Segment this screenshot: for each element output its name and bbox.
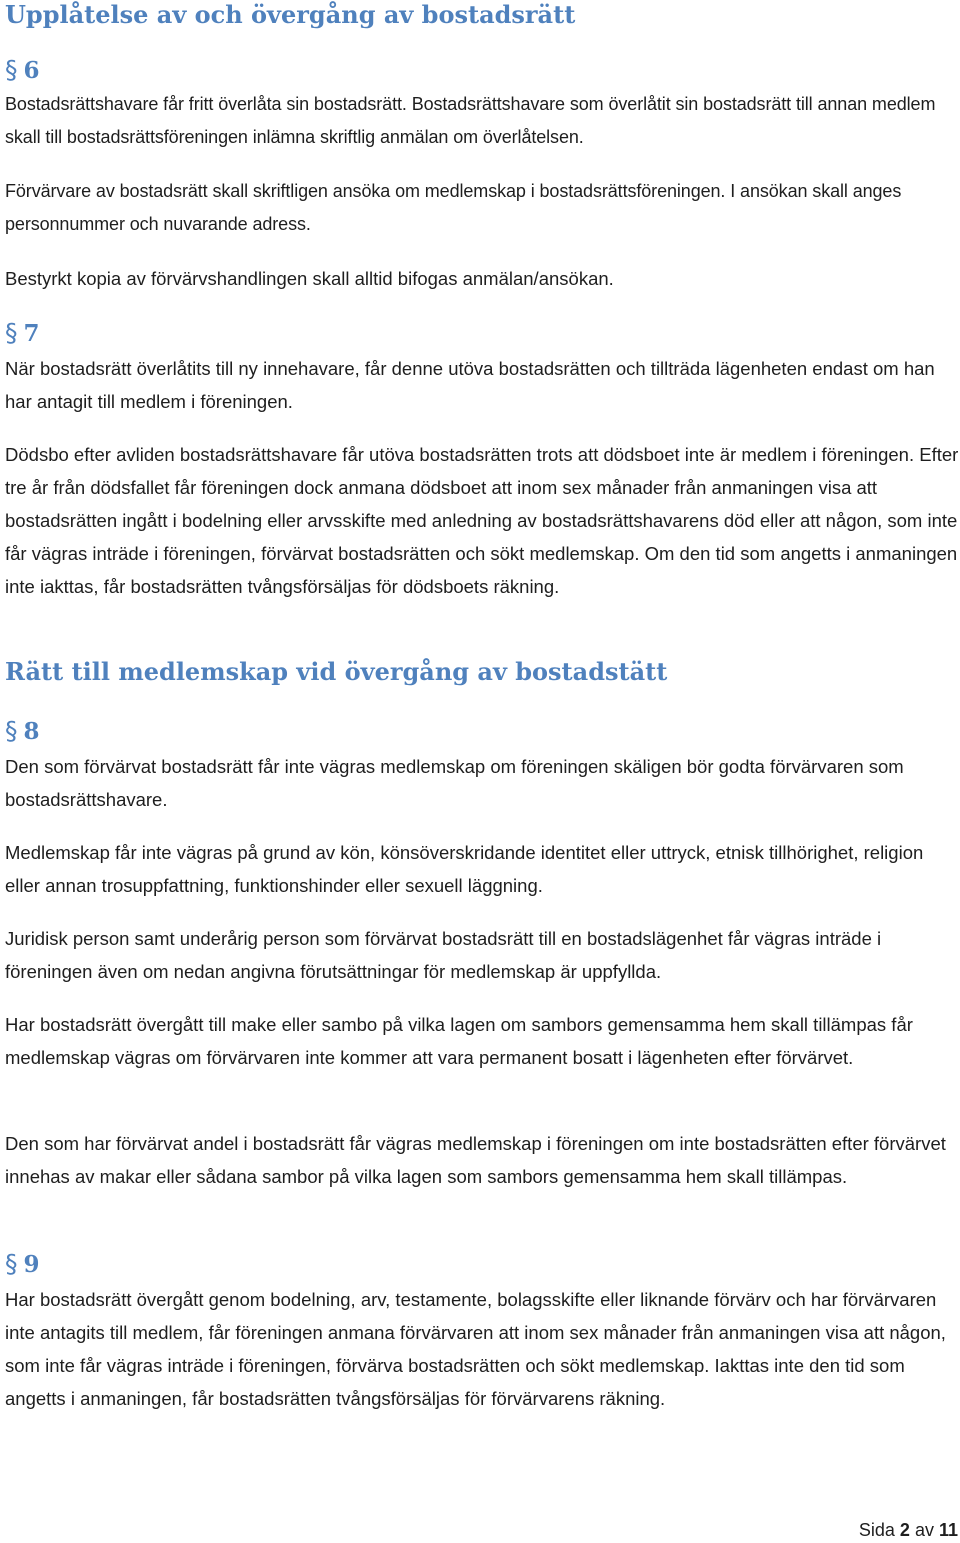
- section-6-heading: [5, 55, 40, 86]
- paragraph: Medlemskap får inte vägras på grund av kön, könsöverskridande identitet eller uttryck, etnisk tillhörighet, religion eller annan trosuppfattning, funktionshinder eller sexuell läggning.: [5, 842, 924, 896]
- footer-total-pages: 11: [938, 1520, 958, 1540]
- section-number: 9: [23, 1251, 40, 1278]
- paragraph: Har bostadsrätt övergått till make eller sambo på vilka lagen om sambors gemensamma hem skall tillämpas får medlemskap vägras om förvärvaren inte kommer att vara permanent bosatt i lägenheten efter förvärvet.: [5, 1014, 913, 1068]
- section-symbol: §: [5, 318, 18, 347]
- footer-middle: av: [914, 1520, 934, 1540]
- footer-current-page: 2: [899, 1520, 910, 1540]
- section-8-heading: [5, 716, 40, 747]
- footer-prefix: Sida: [858, 1520, 895, 1540]
- heading-upplatelse: Upplåtelse av och övergång av bostadsrätt: [5, 0, 576, 29]
- section-number: 8: [23, 718, 40, 745]
- paragraph: Den som förvärvat bostadsrätt får inte vägras medlemskap om föreningen skäligen bör godta förvärvaren som bostadsrättshavare.: [5, 756, 904, 810]
- paragraph: När bostadsrätt överlåtits till ny innehavare, får denne utöva bostadsrätten och tillträda lägenheten endast om han har antagit till medlem i föreningen.: [5, 358, 935, 412]
- paragraph: Den som har förvärvat andel i bostadsrätt får vägras medlemskap i föreningen om inte bostadsrätten efter förvärvet innehas av makar eller sådana sambor på vilka lagen som sambors gemensamma hem skall tillämpas.: [5, 1133, 946, 1187]
- paragraph: Bostadsrättshavare får fritt överlåta sin bostadsrätt. Bostadsrättshavare som överlåtit sin bostadsrätt till annan medlem skall till bostadsrättsföreningen inlämna skriftlig anmälan om överlåtelsen.: [5, 94, 936, 147]
- page-number-footer: [859, 1518, 958, 1542]
- paragraph: Förvärvare av bostadsrätt skall skriftligen ansöka om medlemskap i bostadsrättsföreningen. I ansökan skall anges personnummer och nuvarande adress.: [5, 181, 902, 234]
- paragraph: Bestyrkt kopia av förvärvshandlingen skall alltid bifogas anmälan/ansökan.: [5, 268, 614, 289]
- section-number: 6: [23, 57, 40, 84]
- section-number: 7: [23, 320, 40, 347]
- paragraph: Dödsbo efter avliden bostadsrättshavare får utöva bostadsrätten trots att dödsboet inte är medlem i föreningen. Efter tre år från dödsfallet får föreningen dock anmana dödsboet att inom sex månader från anmaningen visa att bostadsrätten ingått i bodelning eller arvsskifte med anledning av bostadsrättshavarens död eller att någon, som inte får vägras inträde i föreningen, förvärvat bostadsrätten och sökt medlemskap. Om den tid som angetts i anmaningen inte iakttas, får bostadsrätten tvångsförsäljas för dödsboets räkning.: [5, 444, 959, 597]
- section-9-heading: [5, 1249, 40, 1280]
- section-symbol: §: [5, 716, 18, 745]
- section-symbol: §: [5, 1249, 18, 1278]
- section-7-heading: [5, 318, 40, 349]
- heading-ratt-till-medlemskap: Rätt till medlemskap vid övergång av bostadstätt: [5, 657, 668, 686]
- paragraph: Har bostadsrätt övergått genom bodelning, arv, testamente, bolagsskifte eller liknande förvärv och har förvärvaren inte antagits till medlem, får föreningen anmana förvärvaren att inom sex månader från anmaningen visa att någon, som inte får vägras inträde i föreningen, förvärva bostadsrätten och sökt medlemskap. Iakttas inte den tid som angetts i anmaningen, får bostadsrätten tvångsförsäljas för förvärvarens räkning.: [5, 1289, 946, 1409]
- section-symbol: §: [5, 55, 18, 84]
- paragraph: Juridisk person samt underårig person som förvärvat bostadsrätt till en bostadslägenhet får vägras inträde i föreningen även om nedan angivna förutsättningar för medlemskap är uppfyllda.: [5, 928, 882, 982]
